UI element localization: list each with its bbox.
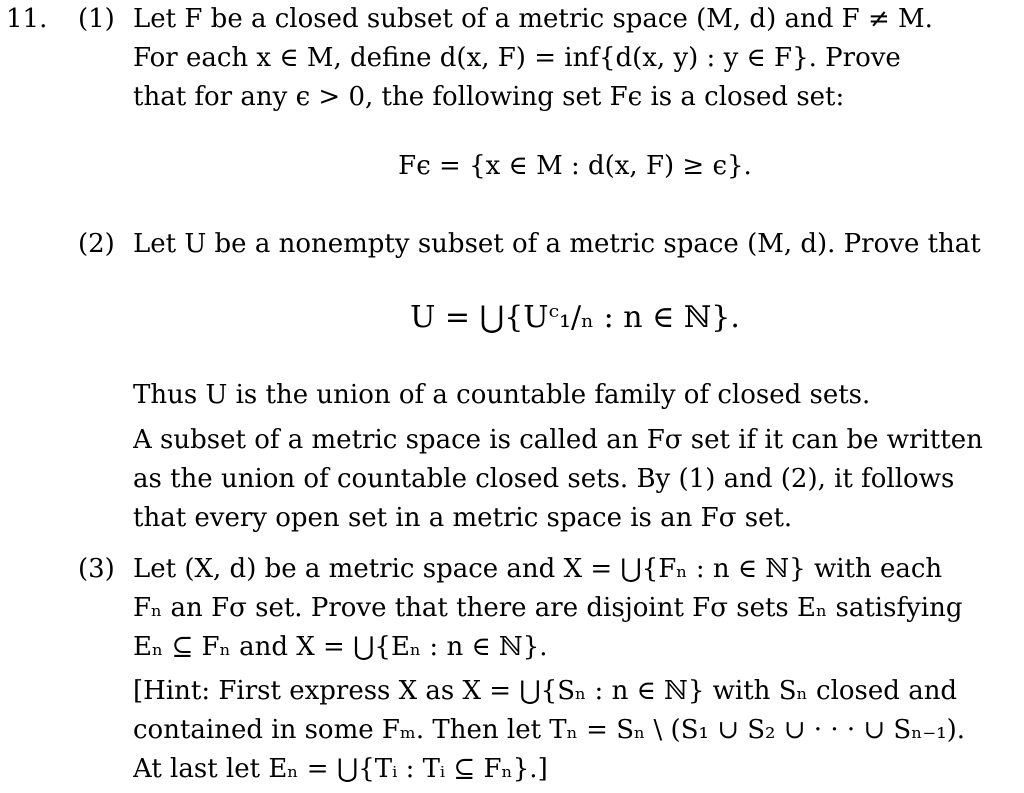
part-2-after-line-1: Thus U is the union of a countable family of closed sets. bbox=[133, 380, 871, 410]
part-3-hint-line-2: contained in some Fₘ. Then let Tₙ = Sₙ \ (S₁ ∪ S₂ ∪ · · · ∪ Sₙ₋₁). bbox=[133, 715, 966, 745]
problem-number: 11. bbox=[6, 4, 48, 34]
part-3-hint-line-1: [Hint: First express X as X = ⋃{Sₙ : n ∈ ℕ} with Sₙ closed and bbox=[133, 676, 958, 706]
part-1-line-2: For each x ∈ M, define d(x, F) = inf{d(x, y) : y ∈ F}. Prove bbox=[133, 43, 901, 73]
part-1-label: (1) bbox=[78, 4, 115, 34]
part-3-label: (3) bbox=[78, 554, 115, 584]
part-1-line-3: that for any ϵ > 0, the following set Fϵ is a closed set: bbox=[133, 82, 845, 112]
part-2-after-line-3: as the union of countable closed sets. By (1) and (2), it follows bbox=[133, 464, 955, 494]
part-3-line-1: Let (X, d) be a metric space and X = ⋃{Fₙ : n ∈ ℕ} with each bbox=[133, 554, 943, 584]
part-3-hint-line-3: At last let Eₙ = ⋃{Tᵢ : Tᵢ ⊆ Fₙ}.] bbox=[133, 754, 548, 784]
part-2-line-1: Let U be a nonempty subset of a metric space (M, d). Prove that bbox=[133, 229, 981, 259]
part-3-line-2: Fₙ an Fσ set. Prove that there are disjoint Fσ sets Eₙ satisfying bbox=[133, 593, 963, 623]
part-2-after-line-2: A subset of a metric space is called an Fσ set if it can be written bbox=[133, 425, 983, 455]
part-2-display-equation: U = ⋃{Uᶜ₁/ₙ : n ∈ ℕ}. bbox=[410, 300, 740, 335]
part-1-line-1: Let F be a closed subset of a metric space (M, d) and F ≠ M. bbox=[133, 4, 933, 34]
part-1-display-equation: Fϵ = {x ∈ M : d(x, F) ≥ ϵ}. bbox=[398, 151, 752, 181]
part-2-after-line-4: that every open set in a metric space is an Fσ set. bbox=[133, 503, 793, 533]
part-2-label: (2) bbox=[78, 229, 115, 259]
part-3-line-3: Eₙ ⊆ Fₙ and X = ⋃{Eₙ : n ∈ ℕ}. bbox=[133, 632, 548, 662]
